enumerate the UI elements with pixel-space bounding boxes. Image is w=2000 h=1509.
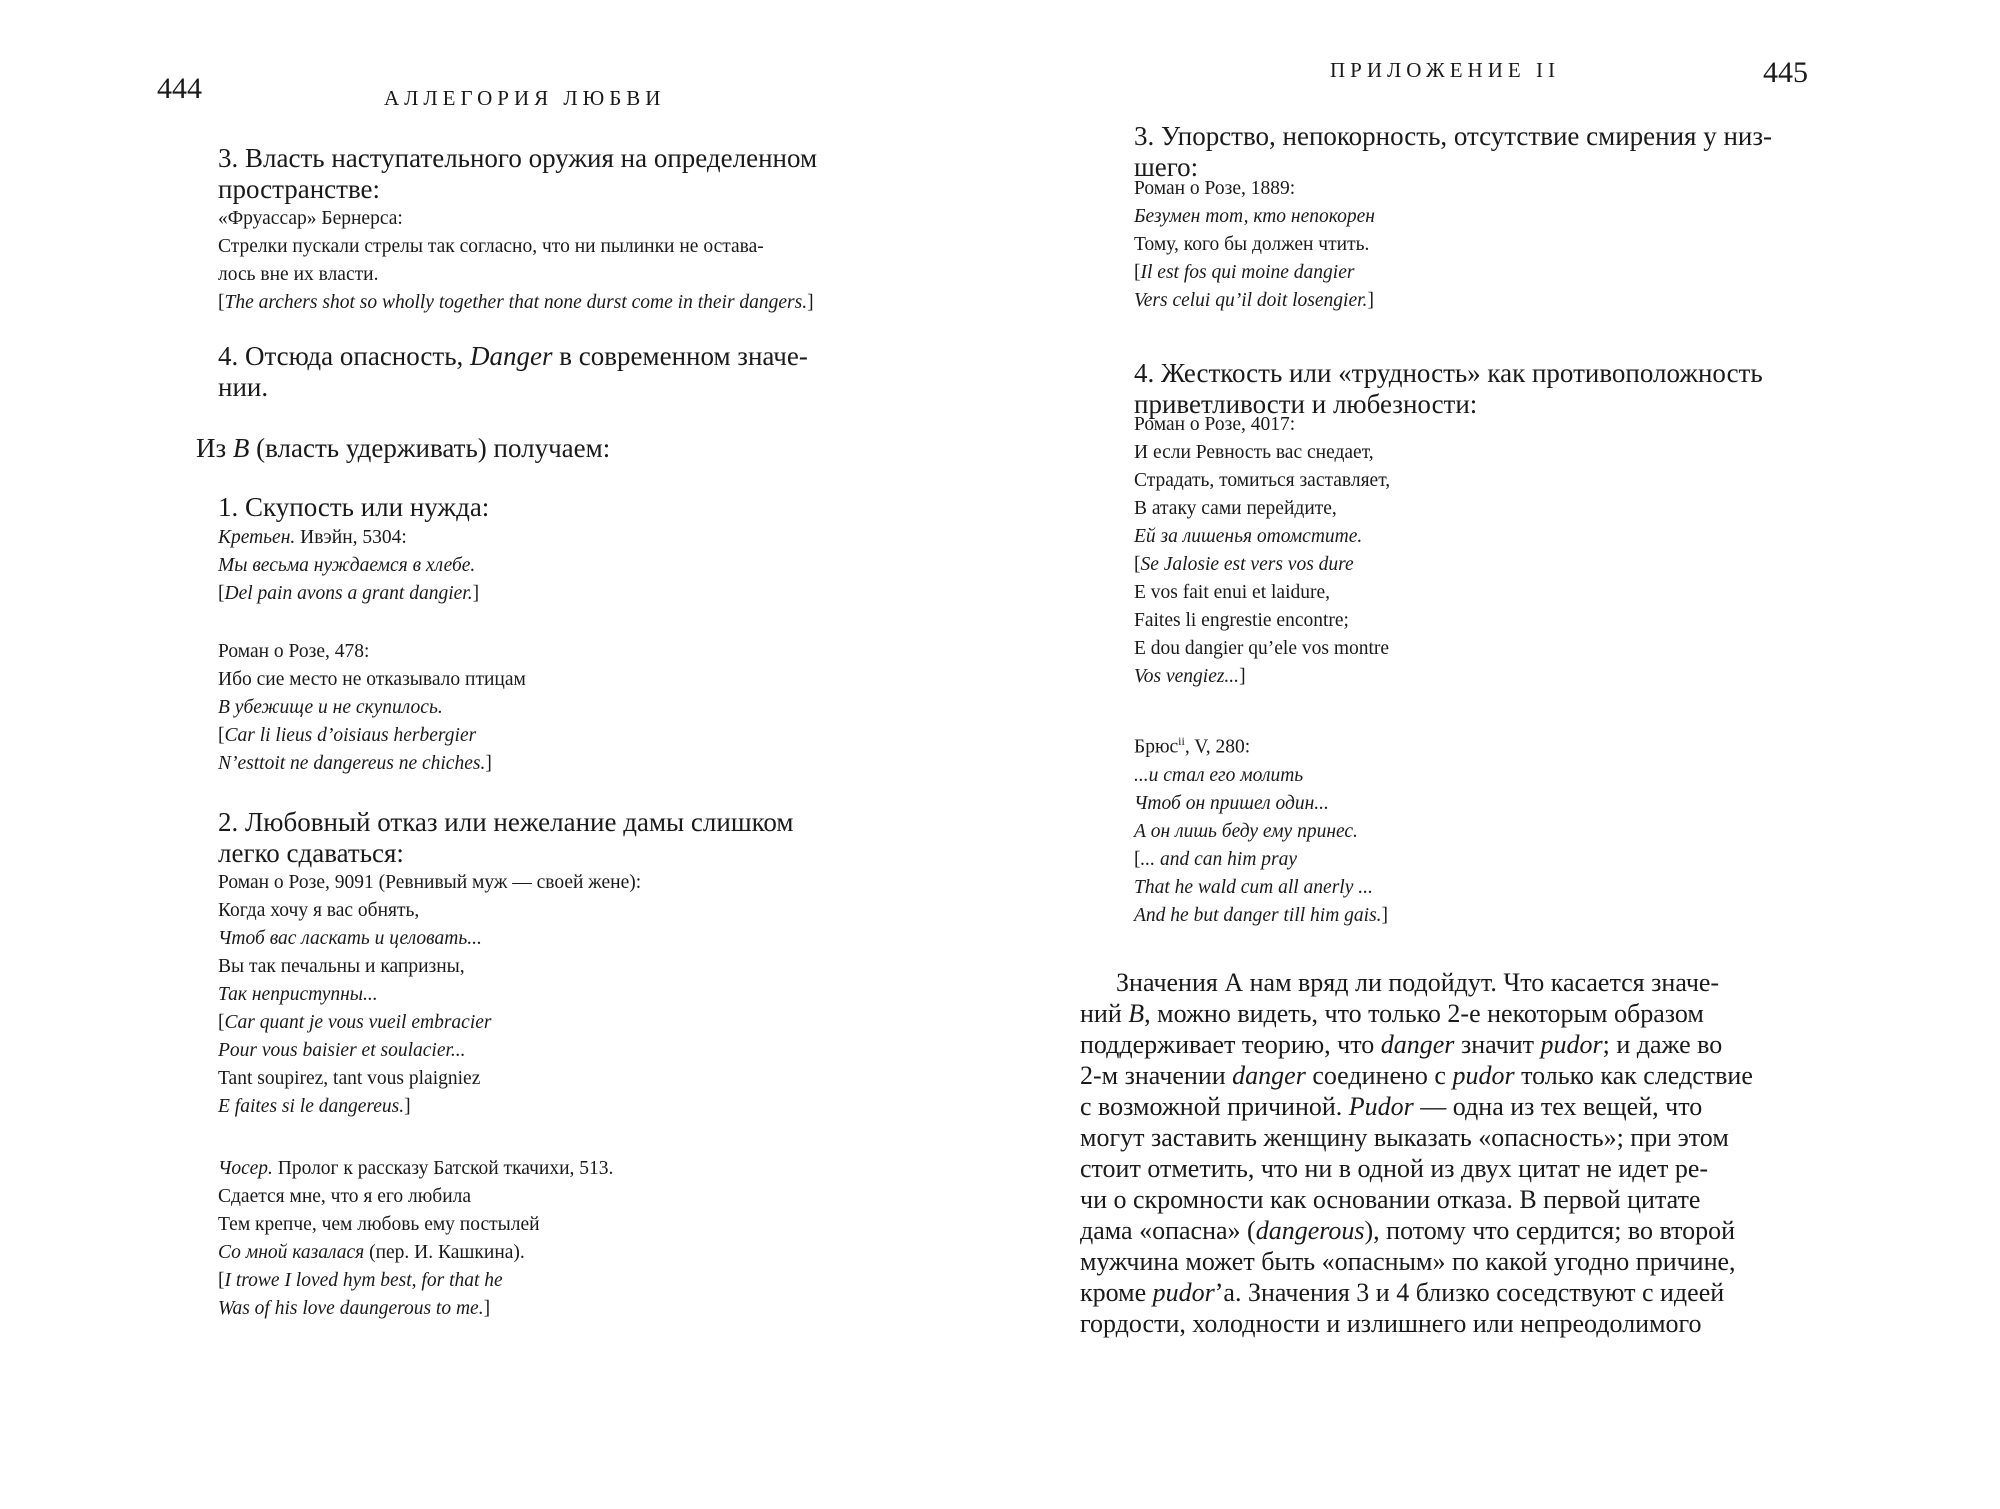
b2-citation: Роман о Розе, 9091 (Ревнивый муж — своей жене): Когда хочу я вас обнять, Чтоб вас ласкать и целовать... Вы так печальны и капризны, Так неприступны... [Car quant je vous vueil embracier Pour vous baisier et soulacier... Tant soupirez, tant vous plaigniez E faites si le dangereus.] [218,872,642,1117]
bruce-citation: Брюс$^{ii}$, V, 280: ...и стал его молить Чтоб он пришел один... А он лишь беду ему принес. [... and can him pray That he wald cum all anerly ... And he but danger till him gais.] [1134,734,1389,926]
running-head: АЛЛЕГОРИЯ ЛЮБВИ [384,86,666,110]
b3-citation: Роман о Розе, 1889: Безумен тот, кто непокорен Тому, кого бы должен чтить. [Il est fos qui moine dangier Vers celui qu’il doit losengier.] [1134,178,1375,311]
b1-citation: Кретьен. Ивэйн, 5304: Мы весьма нуждаемся в хлебе. [Del pain avons a grant dangier.] [218,527,480,604]
page-number: 445 [1763,56,1808,89]
b2-heading: 2. Любовный отказ или нежелание дамы слишком легко сдаваться: [218,807,794,868]
item-3-citation: «Фруассар» Бернерса: Стрелки пускали стрелы так согласно, что ни пылинки не остава- лось вне их власти. [The archers shot so wholly together that none durst come in their dangers.] [218,208,814,313]
item-3-heading: 3. Власть наступательного оружия на определенном пространстве: [218,143,818,204]
b1-heading: 1. Скупость или нужда: [218,492,490,522]
b4-citation: Роман о Розе, 4017: И если Ревность вас снедает, Страдать, томиться заставляет, В атаку сами перейдите, Ей за лишенья отомстите. [Se Jalosie est vers vos dure E vos fait enui et laidure, Faites li engrestie encontre; E dou dangier qu’ele vos montre Vos vengiez...] [1134,414,1391,687]
right-page [1000,0,2000,1509]
body-paragraph: Значения А нам вряд ли подойдут. Что касается значе- ний B, можно видеть, что только 2-е некоторым образом поддерживает теорию, что danger значит pudor; и даже во 2-м значении danger соединено с pudor только как следствие с возможной причиной. Pudor — одна из тех вещей, что могут заставить женщину выказать «опасность»; при этом стоит отметить, что ни в одной из двух цитат не идет ре- чи о скромности как основании отказа. В первой цитате дама «опасна» (dangerous), потому что сердится; во второй мужчина может быть «опасным» по какой угодно причине, кроме pudor’а. Значения 3 и 4 близко соседствуют с идеей гордости, холодности и излишнего или непреодолимого [1080,968,1753,1338]
running-head: ПРИЛОЖЕНИЕ II [1330,58,1560,82]
page-number: 444 [157,72,202,105]
item-4-heading: 4. Отсюда опасность, Danger в современном значе- нии. [218,341,808,402]
b2-chaucer-citation: Чосер. Пролог к рассказу Батской ткачихи, 513. Сдается мне, что я его любила Тем крепче, чем любовь ему постылей Со мной казалася (пер. И. Кашкина). [I trowe I loved hym best, for that he Was of his love daungerous to me.] [218,1158,614,1319]
b3-heading: 3. Упорство, непокорность, отсутствие смирения у низ- шего: [1134,121,1773,182]
b4-heading: 4. Жесткость или «трудность» как противоположность приветливости и любезности: [1134,358,1763,419]
from-b-heading: Из B (власть удерживать) получаем: [196,433,611,463]
b1-rose-citation: Роман о Розе, 478: Ибо сие место не отказывало птицам В убежище и не скупилось. [Car li lieus d’oisiaus herbergier N’esttoit ne dangereus ne chiches.] [218,641,526,774]
